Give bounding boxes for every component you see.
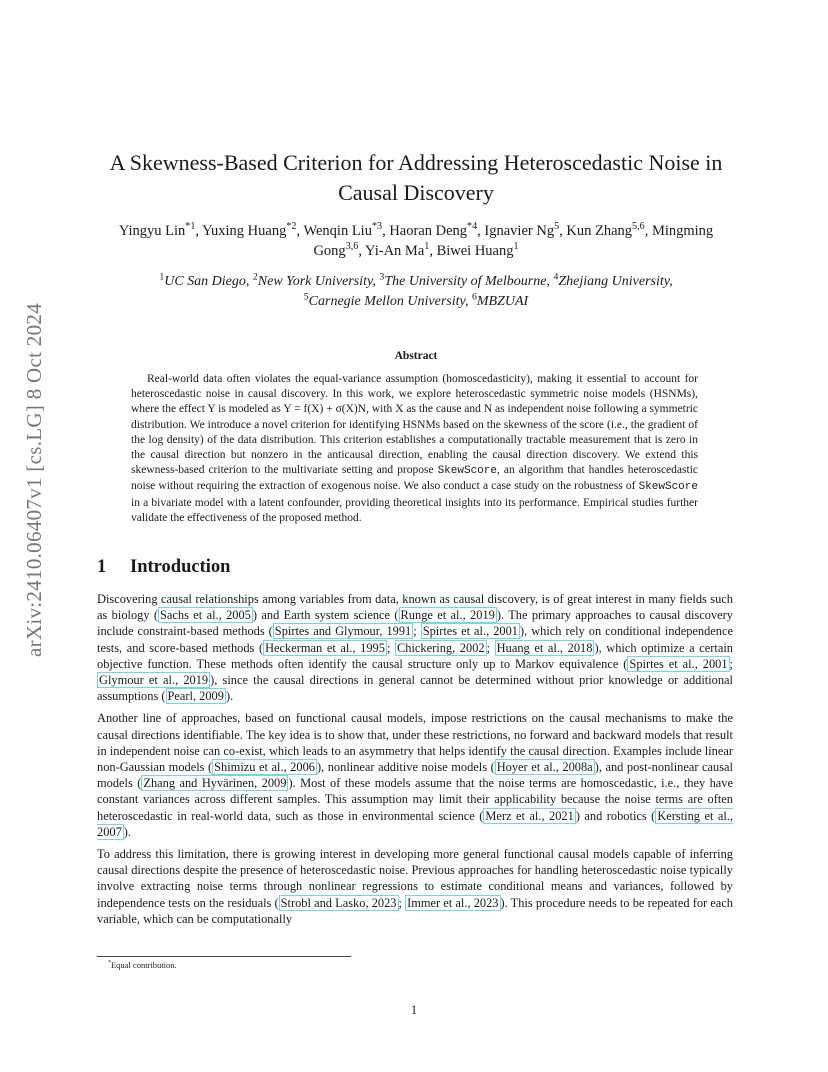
- abstract-part: Real-world data often violates the equal-variance assumption (homoscedasticity), making it essential to account for heteroscedastic noise in causal discovery. In this work, we explore heteroscedastic symmetric noise models (HSNMs), where the effect Y is modeled as Y = f(X) + σ(X)N, with X as the cause and N as independent noise following a symmetric distribution. We introduce a novel criterion for identifying HSNMs based on the skewness of the score (i.e., the gradient of the log density) of the data distribution. This criterion establishes a computationally tractable measurement that is zero in the causal direction but nonzero in the anticausal direction, enabling the causal direction discovery. We extend this skewness-based criterion to the multivariate setting and propose: [131, 373, 698, 477]
- footnote: [108, 960, 177, 970]
- citation-link[interactable]: Pearl, 2009: [167, 689, 224, 704]
- algorithm-name: SkewScore: [437, 465, 497, 478]
- citation-link[interactable]: Sachs et al., 2005: [160, 608, 251, 623]
- author-name: Mingming Gong: [313, 223, 714, 259]
- citation-link[interactable]: Zhang and Hyvärinen, 2009: [143, 776, 287, 791]
- author-affiliation-mark: *4: [467, 221, 478, 233]
- introduction-body: [97, 591, 733, 933]
- citation-link[interactable]: Runge et al., 2019: [400, 608, 495, 623]
- affiliation-list: $^1$UC San Diego, $^2$New York University, $^3$The University of Melbourne, $^4$Zhejiang University, $^5$Carnegie Mellon University, $^6$MBZUAI: [159, 271, 673, 309]
- abstract-part: , an algorithm that handles heteroscedastic noise without requiring the extraction of exogenous noise. We also conduct a case study on the robustness of: [131, 464, 698, 493]
- citation-link[interactable]: Chickering, 2002: [397, 640, 485, 655]
- author-affiliation-mark: 3,6: [345, 241, 359, 253]
- author-name: Yi-An Ma: [365, 243, 425, 259]
- author-list: Yingyu Lin$^{*1}$, Yuxing Huang$^{*2}$, Wenqin Liu$^{*3}$, Haoran Deng$^{*4}$, Ignavier Ng$^5$, Kun Zhang$^{5,6}$, Mingming Gong$^{3,6}$, Yi-An Ma$^1$, Biwei Huang$^1$: [118, 221, 714, 259]
- citation-link[interactable]: Shimizu et al., 2006: [214, 760, 315, 775]
- author-affiliation-mark: 1: [424, 241, 430, 253]
- affiliation-mark: 3: [379, 271, 385, 283]
- affiliation-mark: 1: [159, 271, 165, 283]
- citation-link[interactable]: Immer et al., 2023: [407, 895, 499, 910]
- footnote-text: Equal contribution.: [110, 960, 177, 970]
- abstract-text: [131, 372, 698, 526]
- body-paragraph: Discovering causal relationships among variables from data, known as causal discovery, is of great interest in many fields such as biology ( Sachs et al., 2005 ) and Earth system science ( Runge et al., 2019 ). The primary approaches to causal discovery include constraint-based methods ( Spirtes and Glymour, 1991 ; Spirtes et al., 2001 ), which rely on conditional independence tests, and score-based methods ( Heckerman et al., 1995 ; Chickering, 2002 ; Huang et al., 2018 ), which optimize a certain objective function. These methods often identify the causal structure only up to Markov equivalence ( Spirtes et al., 2001 ; Glymour et al., 2019 ), since the causal directions in general cannot be determined without prior knowledge or additional assumptions ( Pearl, 2009 ).: [97, 592, 734, 704]
- author-name: Ignavier Ng: [484, 223, 555, 239]
- citation-link[interactable]: Spirtes and Glymour, 1991: [274, 624, 412, 639]
- footnote-mark: *: [108, 960, 111, 967]
- affiliation-name: The University of Melbourne: [384, 274, 547, 289]
- affiliation-name: Carnegie Mellon University: [308, 294, 465, 309]
- author-name: Haoran Deng: [389, 223, 468, 239]
- citation-link[interactable]: Glymour et al., 2019: [99, 673, 209, 688]
- citation-link[interactable]: Heckerman et al., 1995: [265, 640, 385, 655]
- affiliation-name: MBZUAI: [476, 294, 529, 309]
- citation-link[interactable]: Merz et al., 2021: [485, 808, 574, 823]
- affiliation-name: New York University: [257, 274, 373, 289]
- citation-link[interactable]: Spirtes et al., 2001: [422, 624, 518, 639]
- abstract-heading: Abstract: [394, 350, 438, 362]
- author-name: Biwei Huang: [436, 243, 514, 259]
- paper-title: A Skewness-Based Criterion for Addressing Heteroscedastic Noise in Causal Discovery: [109, 150, 723, 205]
- author-affiliation-mark: 5,6: [632, 221, 645, 233]
- affiliation-mark: 5: [303, 291, 309, 303]
- author-affiliation-mark: 1: [513, 241, 519, 253]
- footnote-rule: [97, 956, 351, 957]
- section-title: Introduction: [130, 557, 231, 577]
- author-affiliation-mark: *1: [185, 221, 196, 233]
- affiliation-mark: 6: [471, 291, 477, 303]
- page-number: 1: [410, 1003, 418, 1017]
- arxiv-id: arXiv:2410.06407v1 [cs.LG] 8 Oct 2024: [22, 302, 46, 658]
- citation-link[interactable]: Huang et al., 2018: [496, 640, 593, 655]
- author-name: Wenqin Liu: [303, 223, 372, 239]
- affiliation-name: Zhejiang University: [558, 274, 670, 289]
- affiliation-mark: 4: [553, 271, 559, 283]
- arxiv-stamp: [16, 300, 52, 660]
- citation-link[interactable]: Spirtes et al., 2001: [629, 656, 728, 671]
- abstract-part: in a bivariate model with a latent confounder, providing theoretical insights into its performance. Empirical studies further validate the effectiveness of the proposed method.: [131, 496, 698, 524]
- author-affiliation-mark: 5: [554, 221, 560, 233]
- author-name: Kun Zhang: [566, 223, 633, 239]
- citation-link[interactable]: Hoyer et al., 2008a: [496, 760, 593, 775]
- citation-link[interactable]: Strobl and Lasko, 2023: [280, 895, 397, 910]
- author-name: Yingyu Lin: [118, 223, 186, 239]
- section-number: 1: [97, 557, 107, 577]
- author-name: Yuxing Huang: [202, 223, 287, 239]
- author-affiliation-mark: *3: [371, 221, 383, 233]
- citation-link[interactable]: Kersting et al., 2007: [97, 808, 734, 839]
- algorithm-name: SkewScore: [638, 481, 698, 494]
- affiliation-name: UC San Diego: [164, 274, 246, 289]
- section-heading: [97, 557, 230, 578]
- body-paragraph: Another line of approaches, based on functional causal models, impose restrictions on the causal mechanisms to make the causal directions identifiable. The key idea is to show that, under these restrictions, no forward and backward models that result in independent noise can co-exist, which leads to an asymmetry that helps identify the causal direction. Examples include linear non-Gaussian models ( Shimizu et al., 2006 ), nonlinear additive noise models ( Hoyer et al., 2008a ), and post-nonlinear causal models ( Zhang and Hyvärinen, 2009 ). Most of these models assume that the noise terms are homoscedastic, i.e., they have constant variances across different samples. This assumption may limit their applicability because the noise terms are often heteroscedastic in real-world data, such as those in environmental science ( Merz et al., 2021 ) and robotics ( Kersting et al., 2007 ).: [97, 711, 734, 839]
- author-affiliation-mark: *2: [286, 221, 297, 233]
- affiliation-mark: 2: [252, 271, 258, 283]
- body-paragraph: To address this limitation, there is growing interest in developing more general functional causal models capable of inferring causal directions despite the presence of heteroscedastic noise. Previous approaches for handling heteroscedastic noise typically involve extracting noise terms through nonlinear regressions to estimate conditional means and variances, followed by independence tests on the residuals ( Strobl and Lasko, 2023 ; Immer et al., 2023 ). This procedure needs to be repeated for each variable, which can be computationally: [97, 847, 734, 926]
